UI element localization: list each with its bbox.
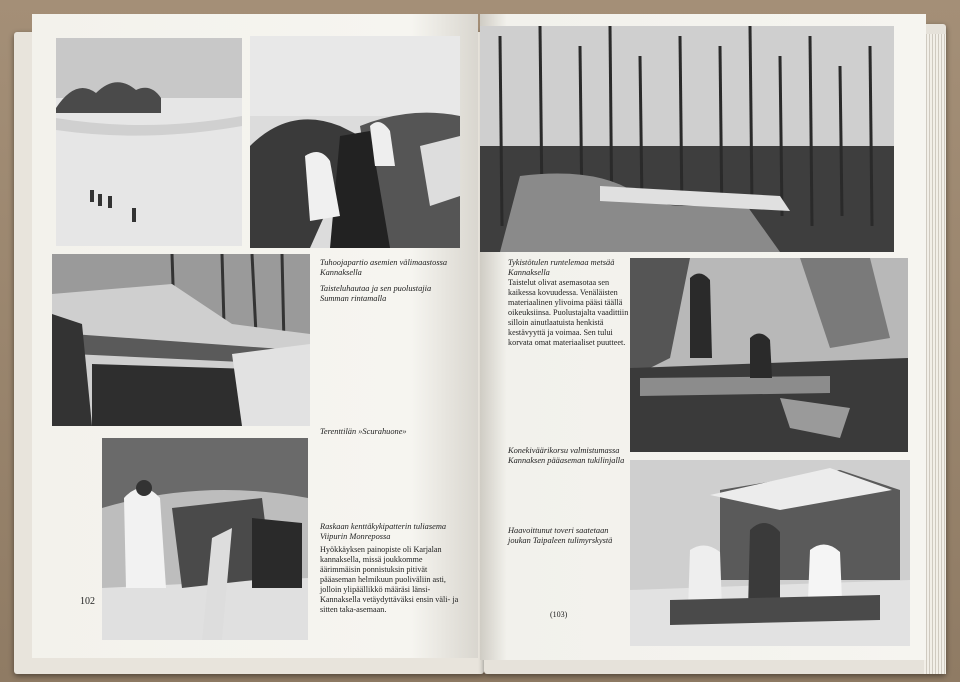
body-text-left: Hyökkäyksen painopiste oli Karjalan kannaksella, missä joukkomme äärimmäisin ponnistuksin pitivät pääaseman helmikuun puoliväliin asti, jolloin ylipäällikkö määräsi länsi-Kannaksella vetäydyttäväksi ensin väli- ja sitten taka-asemaan. — [320, 545, 459, 614]
body-text-right: Taistelut olivat asemasotaa sen kaikessa kovuudessa. Venäläisten materiaalinen ylivoima pääsi täällä oikeuksiinsa. Puolustajalta vaadittiin silloin ainutlaatuista henkistä kestävyyttä ja voimaa. Sen tului korvata omat materiaaliset puutteet. — [508, 278, 629, 347]
caption-forest: Tykistötulen runtelemaa metsää Kannaksella — [508, 258, 615, 277]
page-number-right: (103) — [550, 610, 568, 619]
photo-bunker-construction — [630, 258, 908, 452]
page-edges — [924, 34, 946, 674]
left-page — [32, 14, 478, 658]
page-number-left: 102 — [80, 596, 95, 607]
caption-dugout: Terenttilän »Scurahuone» — [320, 427, 407, 436]
open-book — [14, 10, 954, 670]
right-page — [480, 14, 926, 660]
caption-wounded: Haavoittunut toveri saatetaan joukan Taipaleen tulimyrskystä — [508, 526, 613, 545]
photo-wounded-comrade — [630, 460, 910, 646]
photo-trench — [250, 36, 460, 248]
photo-patrol-snowfield — [56, 38, 242, 246]
caption-battery: Raskaan kenttäkykipatterin tuliasema Viipurin Monrepossa — [320, 522, 447, 541]
caption-bunker: Konekiväärikorsu valmistumassa Kannaksen pääaseman tukilinjalla — [508, 446, 625, 465]
caption-patrol: Tuhoojapartio asemien välimaastossa Kannaksella — [320, 258, 448, 277]
photo-shelled-forest — [480, 26, 894, 252]
caption-trench: Taisteluhautaa ja sen puolustajia Summan rintamalla — [320, 284, 432, 303]
photo-battery — [102, 438, 308, 640]
photo-dugout — [52, 254, 310, 426]
